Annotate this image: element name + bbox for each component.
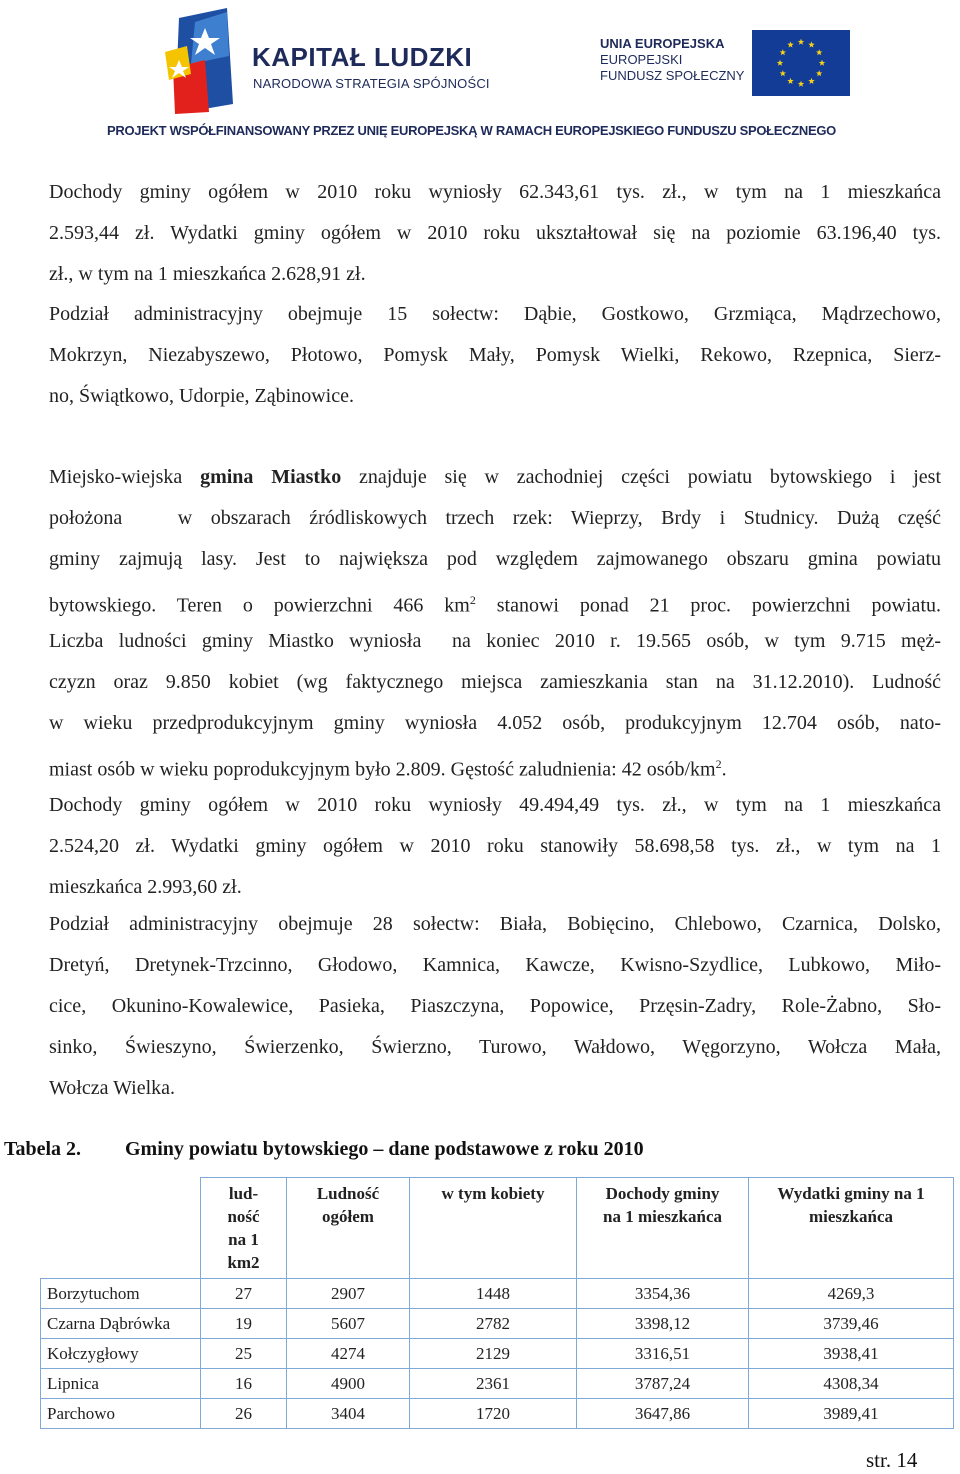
text-line: no, Świątkowo, Udorpie, Ząbinowice. (49, 385, 354, 407)
table-row (41, 1309, 954, 1339)
text-line: cice, Okunino-Kowalewice, Pasieka, Piaszczyna, Popowice, Przęsin-Zadry, Role-Żabno, Sło- (49, 995, 941, 1017)
cell-gmina: Parchowo (41, 1399, 201, 1429)
text-line: 2.524,20 zł. Wydatki gminy ogółem w 2010 roku stanowiły 58.698,58 tys. zł., w tym na 1 (49, 835, 941, 857)
paragraph-miastko (49, 457, 941, 908)
table-header-revenue: Dochody gminy na 1 mieszkańca (577, 1178, 749, 1279)
eu-flag-icon (752, 30, 850, 96)
table-header-expenditure: Wydatki gminy na 1 mieszkańca (749, 1178, 954, 1279)
text-line: czyzn oraz 9.850 kobiet (wg faktycznego miejsca zamieszkania stan na 31.12.2010). Ludność (49, 671, 941, 693)
cell-revenue: 3398,12 (577, 1309, 749, 1339)
page-number: str. 14 (866, 1448, 918, 1472)
project-cofinancing-line: PROJEKT WSPÓŁFINANSOWANY PRZEZ UNIĘ EUROPEJSKĄ W RAMACH EUROPEJSKIEGO FUNDUSZU SPOŁECZNEGO (107, 123, 836, 138)
text-line: położona w obszarach źródliskowych trzech rzek: Wieprzy, Brdy i Studnicy. Dużą część (49, 507, 941, 529)
cell-expenditure: 3938,41 (749, 1339, 954, 1369)
text-line: Dochody gminy ogółem w 2010 roku wyniosły 62.343,61 tys. zł., w tym na 1 mieszkańca (49, 181, 941, 203)
cell-revenue: 3316,51 (577, 1339, 749, 1369)
cell-expenditure: 4269,3 (749, 1279, 954, 1309)
table-row (41, 1279, 954, 1309)
text-line: bytowskiego. Teren o powierzchni 466 $km^2$ stanowi ponad 21 proc. powierzchni powiatu. (49, 593, 941, 617)
cell-gmina: Lipnica (41, 1369, 201, 1399)
text-line: Liczba ludności gminy Miastko wyniosła na koniec 2010 r. 19.565 osób, w tym 9.715 męż- (49, 630, 941, 652)
text-line: Podział administracyjny obejmuje 28 sołectw: Biała, Bobięcino, Chlebowo, Czarnica, Dolsko, (49, 913, 941, 935)
paragraph-solectwa-miastko (49, 904, 941, 1109)
cell-expenditure: 3989,41 (749, 1399, 954, 1429)
text-line: sinko, Świeszyno, Świerzenko, Świerzno, Turowo, Wałdowo, Węgorzyno, Wołcza Mała, (49, 1036, 941, 1058)
cell-women: 2361 (410, 1369, 577, 1399)
cell-density: 25 (201, 1339, 287, 1369)
cell-women: 1720 (410, 1399, 577, 1429)
table-row (41, 1399, 954, 1429)
text-line: Wołcza Wielka. (49, 1077, 176, 1099)
text-line: Dretyń, Dretynek-Trzcinno, Głodowo, Kamnica, Kawcze, Kwisno-Szydlice, Lubkowo, Miło- (49, 954, 941, 976)
cell-population: 4274 (287, 1339, 410, 1369)
cell-expenditure: 4308,34 (749, 1369, 954, 1399)
table-header-population: Ludność ogółem (287, 1178, 410, 1279)
text-line: miast osób w wieku poprodukcyjnym było 2.809. Gęstość zaludnienia: 42 osób/$km^2$. (49, 757, 727, 781)
cell-population: 5607 (287, 1309, 410, 1339)
cell-expenditure: 3739,46 (749, 1309, 954, 1339)
text-line: w wieku przedprodukcyjnym gminy wyniosła 4.052 osób, produkcyjnym 12.704 osób, nato- (49, 712, 941, 734)
eu-line-1: UNIA EUROPEJSKA (600, 36, 725, 51)
table-header-row (41, 1178, 954, 1279)
text-line: zł., w tym na 1 mieszkańca 2.628,91 zł. (49, 263, 366, 285)
paragraph-solectwa-prev (49, 294, 941, 417)
cell-women: 2129 (410, 1339, 577, 1369)
cell-women: 1448 (410, 1279, 577, 1309)
table-title: Gminy powiatu bytowskiego – dane podstawowe z roku 2010 (125, 1138, 644, 1160)
paragraph-finances-prev (49, 172, 941, 295)
kapital-ludzki-title: KAPITAŁ LUDZKI (252, 42, 473, 72)
cell-population: 4900 (287, 1369, 410, 1399)
cell-gmina: Kołczygłowy (41, 1339, 201, 1369)
cell-density: 16 (201, 1369, 287, 1399)
table-row (41, 1369, 954, 1399)
text-line: Mokrzyn, Niezabyszewo, Płotowo, Pomysk Mały, Pomysk Wielki, Rekowo, Rzepnica, Sierz- (49, 344, 941, 366)
cell-women: 2782 (410, 1309, 577, 1339)
table-row (41, 1339, 954, 1369)
municipalities-table (40, 1177, 954, 1429)
cell-gmina: Czarna Dąbrówka (41, 1309, 201, 1339)
text-line: 2.593,44 zł. Wydatki gminy ogółem w 2010 roku ukształtował się na poziomie 63.196,40 tys. (49, 222, 941, 244)
gmina-miastko-bold: gmina Miastko (200, 466, 342, 488)
table-label: Tabela 2. (4, 1138, 82, 1160)
text-line: Miejsko-wiejska gmina Miastko znajduje się w zachodniej części powiatu bytowskiego i jest (49, 466, 942, 488)
eu-line-3: FUNDUSZ SPOŁECZNY (600, 68, 745, 83)
cell-density: 27 (201, 1279, 287, 1309)
cell-revenue: 3787,24 (577, 1369, 749, 1399)
cell-density: 19 (201, 1309, 287, 1339)
cell-population: 2907 (287, 1279, 410, 1309)
eu-line-2: EUROPEJSKI (600, 52, 683, 67)
table-header-density: lud- ność na 1 km2 (201, 1178, 287, 1279)
text-line: Dochody gminy ogółem w 2010 roku wyniosły 49.494,49 tys. zł., w tym na 1 mieszkańca (49, 794, 941, 816)
table-header-empty (41, 1178, 201, 1279)
text-line: gminy zajmują lasy. Jest to największa pod względem zajmowanego obszaru gmina powiatu (49, 548, 941, 570)
cell-density: 26 (201, 1399, 287, 1429)
cell-population: 3404 (287, 1399, 410, 1429)
cell-revenue: 3647,86 (577, 1399, 749, 1429)
text-line: Podział administracyjny obejmuje 15 sołectw: Dąbie, Gostkowo, Grzmiąca, Mądrzechowo, (49, 303, 941, 325)
text-line: mieszkańca 2.993,60 zł. (49, 876, 242, 898)
kapital-ludzki-logo (165, 8, 240, 116)
table-header-women: w tym kobiety (410, 1178, 577, 1279)
cell-gmina: Borzytuchom (41, 1279, 201, 1309)
document-header (0, 0, 960, 150)
eu-fund-text (600, 36, 744, 84)
cell-revenue: 3354,36 (577, 1279, 749, 1309)
kapital-ludzki-subtitle: NARODOWA STRATEGIA SPÓJNOŚCI (253, 76, 490, 91)
